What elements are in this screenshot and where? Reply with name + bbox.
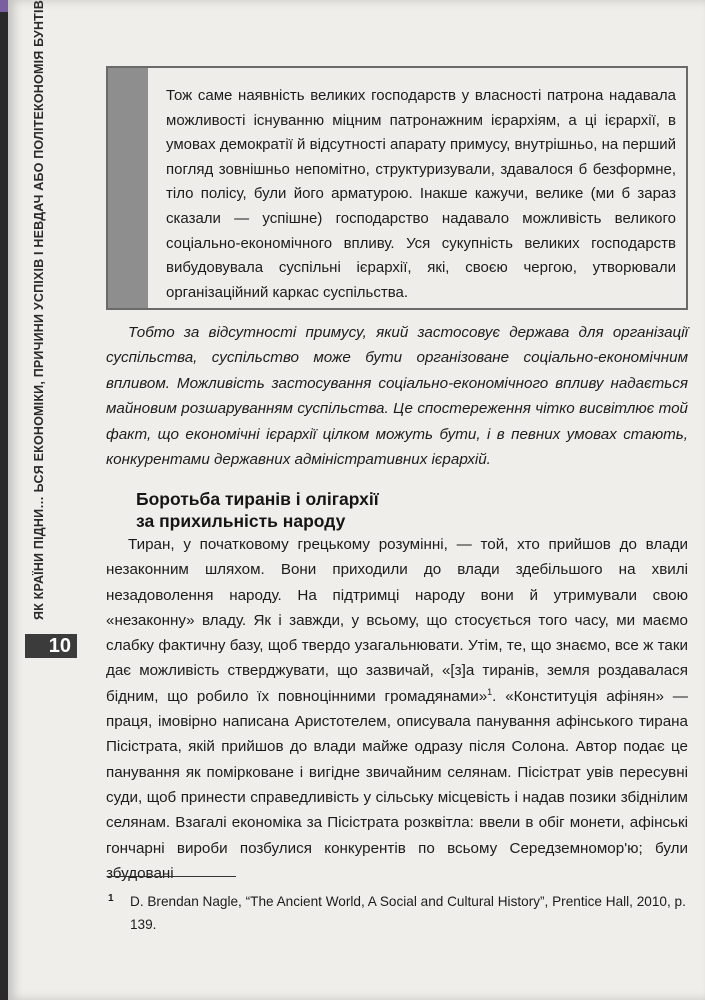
quote-box-text	[166, 84, 676, 305]
section-heading-line-2: за прихильність народу	[136, 511, 346, 531]
book-page	[8, 0, 705, 1000]
page-number: 10	[25, 634, 77, 658]
footnote-reference: 1	[487, 686, 493, 697]
section-heading-line-1: Боротьба тиранів і олігархії	[136, 489, 379, 509]
footnote-mark: 1	[108, 893, 114, 904]
body-paragraph	[106, 532, 688, 886]
quote-paragraph: Тож саме наявність великих господарств у власності патрона надавала можливості існуванню міцним патронажним ієрархіям, а ці ієрархії, в умовах демократії й відсутності апарату примусу, внутрішньо, на перший погляд зовнішньо непомітно, структуризували, здавалося б безформне, тіло полісу, були його арматурою. Інакше кажучи, велике (ми б зараз сказали — успішне) господарство надавало можливість великого соціально-економічного впливу. Уся сукупність великих господарств вибудовувала суспільні ієрархії, які, своєю чергою, утворювали організаційний каркас суспільства.	[166, 87, 676, 301]
italic-paragraph: Тобто за відсутності примусу, який застосовує держава для організації суспільства, суспільство може бути організоване соціально-економічним впливом. Можливість застосування соціально-економічного впливу надається майновим розшаруванням суспільства. Це спостереження чітко висвітлює той факт, що економічні ієрархії цілком можуть бути, і в певних умовах стають, конкурентами державних адміністративних ієрархій.	[106, 324, 688, 469]
footnote-text: D. Brendan Nagle, “The Ancient World, A Social and Cultural History”, Prentice Hall, 2010, p. 139.	[130, 894, 686, 932]
quote-box	[106, 66, 688, 310]
body-text-part-1: Тиран, у початковому грецькому розумінні, — той, хто прийшов до влади незаконним шляхом. Вони приходили до влади здебільшого на хвилі незадоволення народу. На підтримці народу вони й утримували свою «незаконну» владу. Як і завжди, у всьому, що стосується того часу, ми маємо слабку фактичну базу, щоб твердо узагальнювати. Утім, те, що знаємо, все ж таки дає можливість стверджувати, що зазвичай, «[з]а тиранів, земля роздавалася бідним, що робило їх повноцінними громадянами»	[106, 536, 688, 705]
section-heading	[136, 488, 556, 532]
running-title: ЯК КРАЇНИ ПІДНИ… ЬСЯ ЕКОНОМІКИ, ПРИЧИНИ УСПІХІВ І НЕВДАЧ АБО ПОЛІТЕКОНОМІЯ БУНТІВ	[32, 0, 46, 620]
footnote	[108, 890, 688, 936]
quote-box-bar	[108, 68, 148, 308]
body-text-part-2: . «Конституція афінян» — праця, імовірно написана Аристотелем, описувала панування афінського тирана Пісістрата, якій прийшов до влади майже одразу після Солона. Автор подає це панування як помірковане і вигідне звичайним селянам. Пісістрат увів пересувні суди, щоб принести справедливість у сільську місцевість і надав позики збіднілим селянам. Взагалі економіка за Пісістрата розквітла: ввели в обіг монети, афінські гончарні вироби позбулися конкурентів по всьому Середземномор'ю; були збудовані	[106, 687, 688, 882]
footnote-separator	[108, 876, 236, 877]
page-edge-mark	[0, 0, 8, 12]
